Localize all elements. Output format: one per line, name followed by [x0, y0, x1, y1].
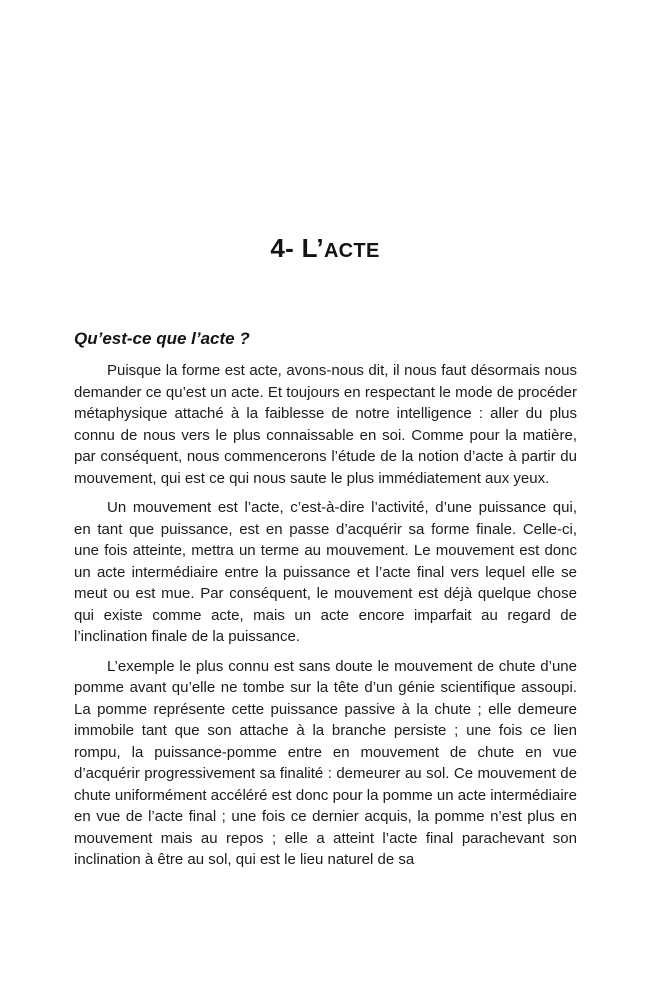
chapter-title — [0, 233, 650, 264]
section-heading: Qu’est-ce que l’acte ? — [74, 329, 250, 348]
chapter-number: 4- — [270, 233, 295, 263]
paragraph: L’exemple le plus connu est sans doute le mouvement de chute d’une pomme avant qu’elle ne tombe sur la tête d’un génie scientifique assoupi. La pomme représente cette puissance passive à la chute ; elle demeure immobile tant que son attache à la branche persiste ; une fois ce lien rompu, la puissance-pomme entre en mouvement de chute en vue d’acquérir progressivement sa finalité : demeurer au sol. Ce mouvement de chute uniformément accéléré est donc pour la pomme un acte intermédiaire en vue de l’acte final ; une fois ce dernier acquis, la pomme n’est plus en mouvement mais au repos ; elle a atteint l’acte final parachevant son inclination à être au sol, qui est le lieu naturel de sa — [74, 657, 577, 868]
chapter-title-initial: L’ — [301, 233, 324, 263]
chapter-title-rest: ACTE — [323, 240, 380, 262]
paragraph: Puisque la forme est acte, avons-nous dit, il nous faut désormais nous demander ce qu’est un acte. Et toujours en respectant le mode de procéder métaphysique attaché à la faiblesse de notre intelligence : aller du plus connu de nous vers le plus connaissable en soi. Comme pour la matière, par conséquent, nous commencerons l’étude de la notion d’acte à partir du mouvement, qui est ce qui nous saute le plus immédiatement aux yeux. — [74, 362, 577, 487]
paragraph: Un mouvement est l’acte, c’est-à-dire l’activité, d’une puissance qui, en tant que puissance, est en passe d’acquérir sa forme finale. Celle-ci, une fois atteinte, mettra un terme au mouvement. Le mouvement est donc un acte intermédiaire entre la puissance et l’acte final vers lequel elle se meut ou est mue. Par conséquent, le mouvement est déjà quelque chose qui existe comme acte, mais un acte encore imparfait au regard de l’inclination finale de la puissance. — [74, 499, 577, 645]
body-text — [74, 360, 577, 879]
